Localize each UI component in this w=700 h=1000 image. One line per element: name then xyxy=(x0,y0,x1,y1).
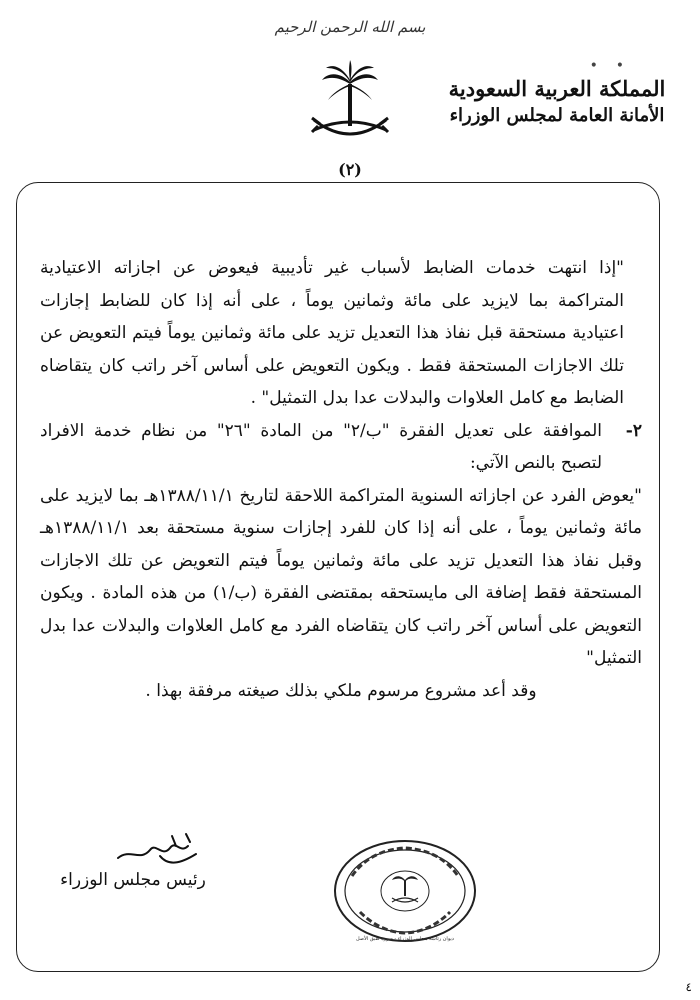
seal-caption: ديوان رئاسة مجلس الوزراء - صورة طبق الأصل xyxy=(355,936,455,942)
letterhead xyxy=(442,76,672,126)
document-body xyxy=(40,252,642,707)
kingdom-name: المملكة العربية السعودية xyxy=(448,76,666,101)
basmala: بسم الله الرحمن الرحيم xyxy=(274,18,426,36)
footer-page-marker: ٤ xyxy=(685,980,692,994)
paragraph-individual-compensation: "يعوض الفرد عن اجازاته السنوية المتراكمة اللاحقة لتاريخ ١٣٨٨/١١/١هـ بما لايزيد على مائة وثمانين يوماً ، على أنه إذا كان للفرد إجازات سنوية مستحقة بعد ١٣٨٨/١١/١هـ وقبل نفاذ هذا التعديل تزيد على مائة وثمانين يوماً فيتم التعويض عن تلك الاجازات المستحقة فقط إضافة الى مايستحقه بمقتضى الفقرة (ب/١) من هذه المادة . ويكون التعويض على أساس آخر راتب كان يتقاضاه الفرد مع كامل العلاوات والبدلات عدا بدل التمثيل" xyxy=(40,485,642,668)
list-item-2 xyxy=(40,415,642,480)
margin-hole-mark-icon xyxy=(668,418,686,436)
list-item-text: الموافقة على تعديل الفقرة "ب/٢" من المادة "٢٦" من نظام خدمة الافراد لتصبح بالنص الآتي: xyxy=(40,420,602,473)
paragraph-officer-compensation: "إذا انتهت خدمات الضابط لأسباب غير تأديبية فيعوض عن اجازاته الاعتيادية المتراكمة بما لايزيد على مائة وثمانين يوماً ، على أنه إذا كان للضابط إجازات اعتيادية مستحقة قبل نفاذ هذا التعديل تزيد على مائة وثمانين يوماً فيتم التعويض عن تلك الاجازات المستحقة فقط . ويكون التعويض على أساس آخر راتب كان يتقاضاه الضابط مع كامل العلاوات والبدلات عدا بدل التمثيل" . xyxy=(40,258,624,408)
page-number: (٢) xyxy=(338,160,362,179)
official-seal-icon xyxy=(330,836,480,946)
secretariat-name: الأمانة العامة لمجلس الوزراء xyxy=(449,105,665,126)
saudi-emblem-icon xyxy=(300,58,400,148)
decorative-dots: • • xyxy=(589,58,624,74)
list-item-number: ٢- xyxy=(625,420,642,441)
margin-hole-mark-icon xyxy=(668,688,686,706)
signatory-title: رئيس مجلس الوزراء xyxy=(60,870,206,890)
closing-statement: وقد أعد مشروع مرسوم ملكي بذلك صيغته مرفقة بهذا . xyxy=(145,680,537,701)
signature-icon xyxy=(110,828,220,873)
